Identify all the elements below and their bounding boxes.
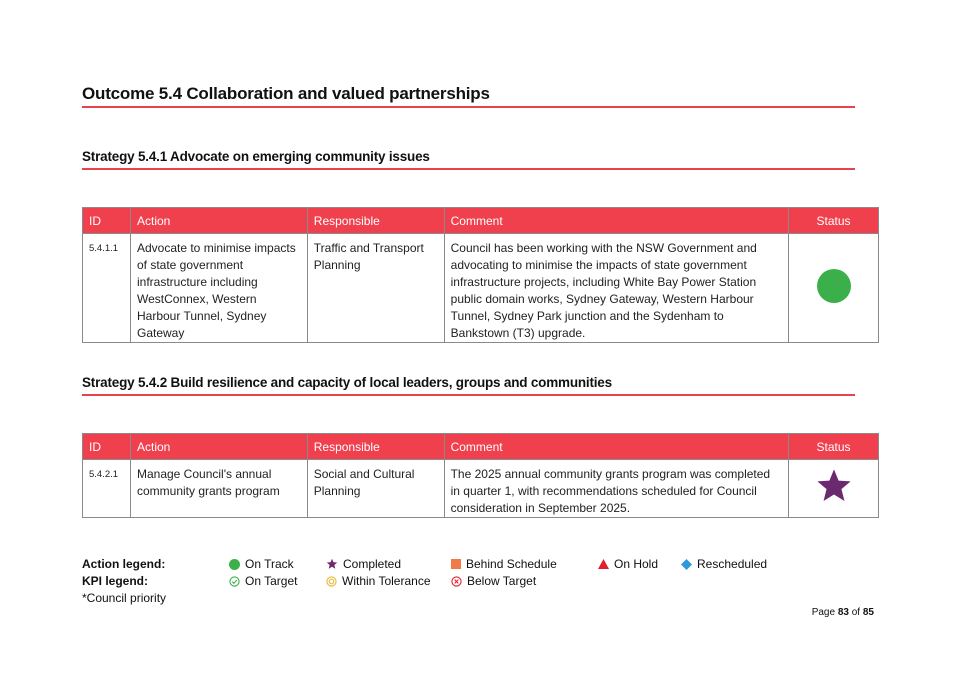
legend-label: Within Tolerance bbox=[342, 574, 431, 588]
legend-below-target bbox=[451, 574, 536, 588]
page-total: 85 bbox=[862, 607, 874, 618]
legend-on-hold bbox=[598, 557, 658, 571]
page-current: 83 bbox=[837, 607, 849, 618]
row-status bbox=[789, 234, 879, 343]
header-comment: Comment bbox=[444, 208, 788, 234]
legend-behind-schedule bbox=[451, 557, 557, 571]
legend-label: Below Target bbox=[467, 574, 537, 588]
outcome-divider bbox=[82, 106, 855, 108]
page-prefix: Page bbox=[811, 607, 836, 618]
table-header-row bbox=[83, 434, 879, 460]
header-action: Action bbox=[130, 208, 307, 234]
header-responsible: Responsible bbox=[307, 208, 444, 234]
row-responsible: Traffic and Transport Planning bbox=[307, 234, 444, 343]
purple-star-icon bbox=[326, 558, 338, 570]
strategy-divider-5-4-2 bbox=[82, 394, 855, 396]
row-id: 5.4.2.1 bbox=[83, 460, 131, 518]
legend-label: On Track bbox=[245, 557, 294, 571]
legend-within-tolerance bbox=[326, 574, 431, 588]
green-check-circle-icon bbox=[229, 576, 240, 587]
header-status: Status bbox=[789, 208, 879, 234]
strategy-divider-5-4-1 bbox=[82, 168, 855, 170]
row-action: Advocate to minimise impacts of state government infrastructure including WestConnex, Western Harbour Tunnel, Sydney Gateway bbox=[130, 234, 307, 343]
table-header-row bbox=[83, 208, 879, 234]
yellow-ring-icon bbox=[326, 576, 337, 587]
page-of: of bbox=[851, 607, 861, 618]
strategy-title-5-4-2: Strategy 5.4.2 Build resilience and capacity of local leaders, groups and communities bbox=[82, 375, 612, 390]
kpi-legend-label: KPI legend: bbox=[82, 574, 149, 588]
legend-label: Rescheduled bbox=[697, 557, 768, 571]
outcome-title: Outcome 5.4 Collaboration and valued partnerships bbox=[82, 84, 490, 103]
table-row bbox=[83, 460, 879, 518]
orange-square-icon bbox=[451, 559, 461, 569]
legend-label: Completed bbox=[343, 557, 402, 571]
legend-label: On Target bbox=[245, 574, 298, 588]
header-responsible: Responsible bbox=[307, 434, 444, 460]
council-priority-note: *Council priority bbox=[82, 591, 167, 605]
green-circle-icon bbox=[817, 269, 851, 303]
row-comment: The 2025 annual community grants program was completed in quarter 1, with recommendations scheduled for Council consideration in September 2025. bbox=[444, 460, 788, 518]
red-triangle-icon bbox=[598, 559, 609, 569]
legend-on-track bbox=[229, 557, 294, 571]
green-circle-icon bbox=[229, 559, 240, 570]
page-number bbox=[812, 607, 874, 618]
header-status: Status bbox=[789, 434, 879, 460]
legend-on-target bbox=[229, 574, 297, 588]
legend-label: On Hold bbox=[614, 557, 659, 571]
header-id: ID bbox=[83, 434, 131, 460]
row-status bbox=[789, 460, 879, 518]
blue-diamond-icon bbox=[681, 559, 692, 570]
strategy-title-5-4-1: Strategy 5.4.1 Advocate on emerging community issues bbox=[82, 149, 430, 164]
legend-label: Behind Schedule bbox=[466, 557, 557, 571]
legend-completed bbox=[326, 557, 401, 571]
action-legend-label: Action legend: bbox=[82, 557, 166, 571]
table-row bbox=[83, 234, 879, 343]
legend-rescheduled bbox=[681, 557, 767, 571]
row-id: 5.4.1.1 bbox=[83, 234, 131, 343]
action-table-5-4-2 bbox=[82, 433, 879, 518]
purple-star-icon bbox=[815, 467, 853, 505]
red-x-circle-icon bbox=[451, 576, 462, 587]
row-responsible: Social and Cultural Planning bbox=[307, 460, 444, 518]
action-table-5-4-1 bbox=[82, 207, 879, 343]
header-id: ID bbox=[83, 208, 131, 234]
header-action: Action bbox=[130, 434, 307, 460]
row-comment: Council has been working with the NSW Government and advocating to minimise the impacts of state government infrastructure projects, including White Bay Power Station public domain works, Sydney Gateway, Western Harbour Tunnel, Sydney Park junction and the Sydenham to Bankstown (T3) upgrade. bbox=[444, 234, 788, 343]
row-action: Manage Council's annual community grants program bbox=[130, 460, 307, 518]
header-comment: Comment bbox=[444, 434, 788, 460]
